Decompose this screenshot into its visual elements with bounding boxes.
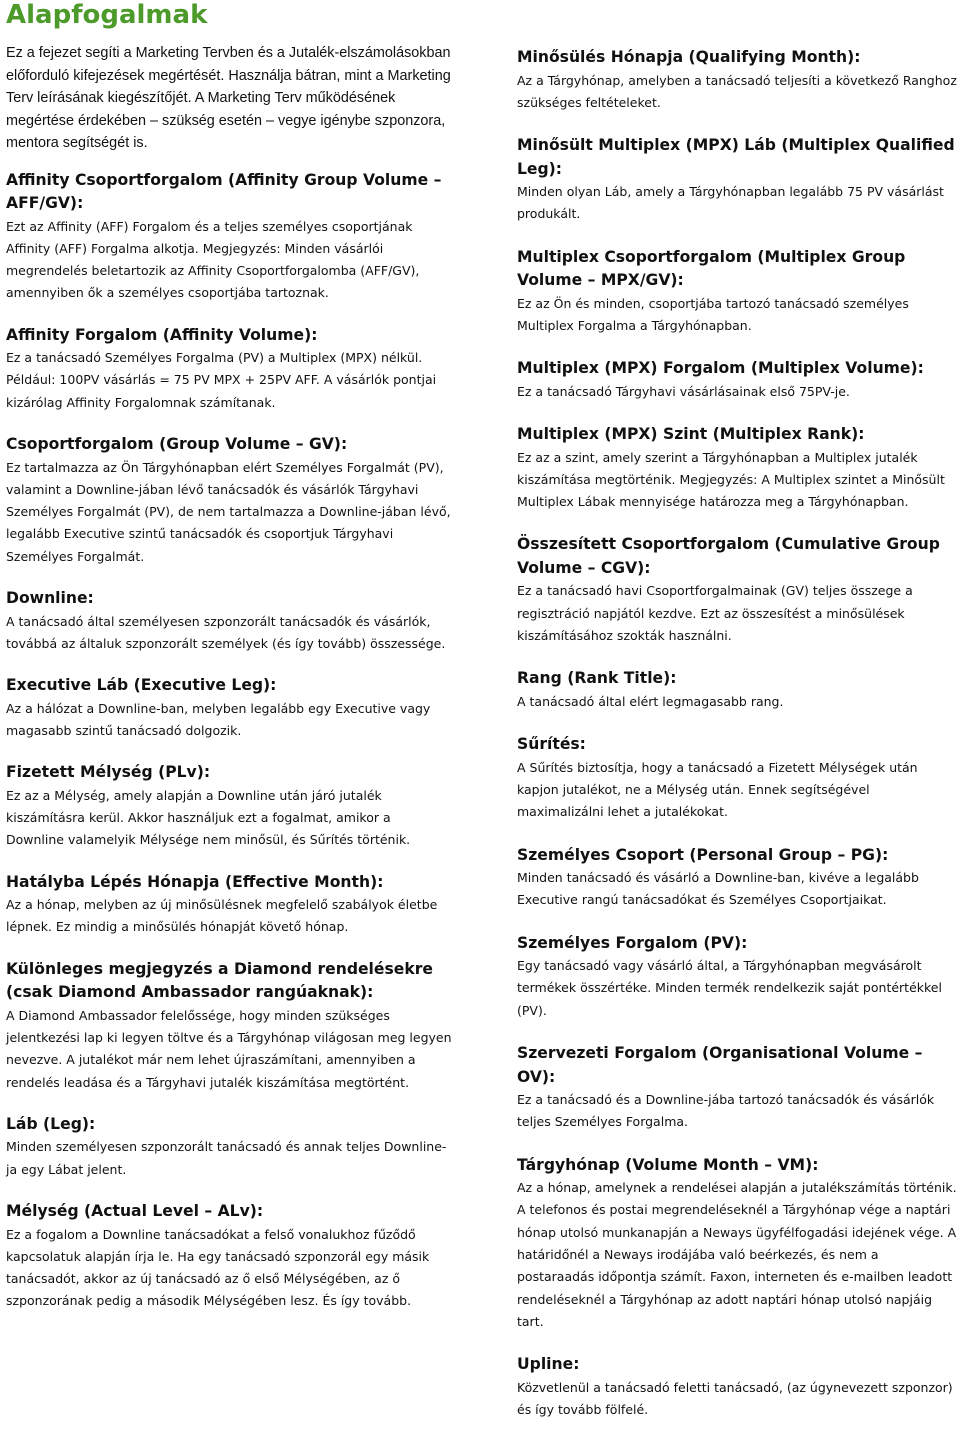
glossary-definition: Ez az Ön és minden, csoportjába tartozó tanácsadó személyes Multiplex Forgalma a Tárgyhónapban. bbox=[517, 295, 909, 333]
glossary-definition: Ez tartalmazza az Ön Tárgyhónapban elért Személyes Forgalmát (PV), valamint a Downline-jában lévő tanácsadók és vásárlók Tárgyhavi Személyes Forgalmát (PV), de nem tartalmazza a Downline-jában lévő, legalább Executive szintű tanácsadók és csoportjuk Tárgyhavi Személyes Forgalmát. bbox=[6, 459, 451, 564]
glossary-definition: Közvetlenül a tanácsadó feletti tanácsadó, (az úgynevezett szponzor) és így tovább fölfelé. bbox=[517, 1379, 953, 1417]
glossary-term: Multiplex Csoportforgalom (Multiplex Group Volume – MPX/GV): bbox=[517, 247, 906, 290]
glossary-definition: A tanácsadó által elért legmagasabb rang. bbox=[517, 693, 784, 709]
glossary-entry bbox=[517, 1353, 957, 1421]
glossary-term: Multiplex (MPX) Forgalom (Multiplex Volume): bbox=[517, 359, 924, 378]
glossary-entry bbox=[6, 674, 452, 742]
glossary-term: Csoportforgalom (Group Volume – GV): bbox=[6, 435, 348, 454]
glossary-entry bbox=[517, 667, 957, 713]
glossary-term: Tárgyhónap (Volume Month – VM): bbox=[517, 1155, 819, 1174]
left-column bbox=[6, 42, 452, 1332]
glossary-term: Affinity Csoportforgalom (Affinity Group Volume – AFF/GV): bbox=[6, 170, 442, 212]
glossary-definition: Ez a tanácsadó és a Downline-jába tartozó tanácsadók és vásárlók teljes Személyes Forgalma. bbox=[517, 1092, 935, 1130]
right-column bbox=[517, 46, 957, 1441]
glossary-definition: A Diamond Ambassador felelőssége, hogy minden szükséges jelentkezési lap ki legyen töltve és a Tárgyhónap világosan meg legyen nevezve. A jutalékot már nem lehet újraszámítani, amennyiben a rendelés leadása és a Tárgyhavi jutalék kiszámítása megtörtént. bbox=[6, 1007, 452, 1090]
glossary-definition: Ez az a szint, amely szerint a Tárgyhónapban a Multiplex jutalék kiszámítása megtörténik. Megjegyzés: A Multiplex szintet a Minősült Multiplex Lábak mennyisége határozza meg a Tárgyhónapban. bbox=[517, 449, 945, 510]
glossary-term: Összesített Csoportforgalom (Cumulative Group Volume – CGV): bbox=[517, 535, 940, 577]
intro-paragraph: Ez a fejezet segíti a Marketing Tervben és a Jutalék-elszámolásokban előforduló kifejezések megértését. Használja bátran, mint a Marketing Terv leírásának kiegészítőjét. A Marketing Terv működésének megértése érdekében – szükség esetén – vegye igénybe szponzora, mentora segítségét is. bbox=[6, 45, 451, 151]
glossary-term: Láb (Leg): bbox=[6, 1114, 96, 1133]
glossary-term: Upline: bbox=[517, 1355, 580, 1374]
glossary-term: Mélység (Actual Level – ALv): bbox=[6, 1202, 264, 1221]
glossary-definition: Ez a fogalom a Downline tanácsadókat a felső vonalukhoz fűződő kapcsolatuk alapján írja le. Ha egy tanácsadó szponzorál egy másik tanácsadót, akkor az új tanácsadó az ő első Mélységében, az ő szponzorának pedig a második Mélységében lesz. És így tovább. bbox=[6, 1226, 430, 1309]
glossary-entry bbox=[517, 733, 957, 823]
glossary-definition: Ezt az Affinity (AFF) Forgalom és a teljes személyes csoportjának Affinity (AFF) Forgalma alkotja. Megjegyzés: Minden vásárlói megrendelés beletartozik az Affinity Csoportforgalomba (AFF/GV), amennyiben ők a személyes csoportjába tartoznak. bbox=[6, 218, 420, 301]
glossary-entry bbox=[6, 433, 452, 568]
glossary-term: Sűrítés: bbox=[517, 735, 586, 754]
glossary-term: Downline: bbox=[6, 589, 94, 608]
glossary-term: Multiplex (MPX) Szint (Multiplex Rank): bbox=[517, 425, 865, 444]
glossary-term: Személyes Forgalom (PV): bbox=[517, 933, 748, 952]
glossary-term: Executive Láb (Executive Leg): bbox=[6, 676, 277, 695]
glossary-entry bbox=[6, 324, 452, 414]
glossary-definition: Ez az a Mélység, amely alapján a Downline után járó jutalék kiszámításra kerül. Akkor használjuk ezt a fogalmat, amikor a Downline valamelyik Mélysége nem minősül, és Sűrítés történik. bbox=[6, 787, 411, 848]
glossary-definition: Minden személyesen szponzorált tanácsadó és annak teljes Downline-ja egy Lábat jelent. bbox=[6, 1139, 447, 1177]
glossary-definition: Az a hónap, melyben az új minősülésnek megfelelő szabályok életbe lépnek. Ez mindig a minősülés hónapját követő hónap. bbox=[6, 897, 438, 935]
glossary-entry bbox=[517, 134, 957, 226]
glossary-definition: A tanácsadó által személyesen szponzorált tanácsadók és vásárlók, továbbá az általuk szponzorált személyek (és így tovább) összessége. bbox=[6, 613, 446, 651]
glossary-term: Személyes Csoport (Personal Group – PG): bbox=[517, 845, 889, 864]
glossary-definition: Ez a tanácsadó Személyes Forgalma (PV) a Multiplex (MPX) nélkül. Például: 100PV vásárlás = 75 PV MPX + 25PV AFF. A vásárlók pontjai kizárólag Affinity Forgalomnak számítanak. bbox=[6, 350, 437, 410]
glossary-definition: Minden olyan Láb, amely a Tárgyhónapban legalább 75 PV vásárlást produkált. bbox=[517, 184, 944, 222]
glossary-entry bbox=[517, 357, 957, 403]
glossary-entry bbox=[6, 871, 452, 939]
glossary-entry bbox=[517, 844, 957, 912]
glossary-term: Szervezeti Forgalom (Organisational Volume – OV): bbox=[517, 1044, 923, 1086]
glossary-entry bbox=[517, 46, 957, 114]
glossary-entry bbox=[517, 1042, 957, 1134]
glossary-term: Minősülés Hónapja (Qualifying Month): bbox=[517, 48, 861, 66]
glossary-term: Minősült Multiplex (MPX) Láb (Multiplex Qualified Leg): bbox=[517, 136, 955, 178]
glossary-definition: A Sűrítés biztosítja, hogy a tanácsadó a Fizetett Mélységek után kapjon jutalékot, ne a Mélység után. Ennek segítségével maximalizálni lehet a jutalékokat. bbox=[517, 759, 918, 820]
glossary-entry bbox=[6, 761, 452, 851]
glossary-entry bbox=[517, 423, 957, 513]
glossary-entry bbox=[6, 1113, 452, 1181]
glossary-term: Különleges megjegyzés a Diamond rendelésekre (csak Diamond Ambassador rangúaknak): bbox=[6, 959, 433, 1002]
glossary-entry bbox=[517, 246, 957, 338]
glossary-term: Hatályba Lépés Hónapja (Effective Month): bbox=[6, 872, 384, 891]
glossary-entry bbox=[6, 958, 452, 1094]
glossary-definition: Ez a tanácsadó havi Csoportforgalmainak (GV) teljes összege a regisztráció napjától kezdve. Ezt az összesítést a minősülések kiszámításához szokták használni. bbox=[517, 583, 913, 644]
glossary-term: Affinity Forgalom (Affinity Volume): bbox=[6, 325, 318, 344]
glossary-entry bbox=[6, 169, 452, 305]
glossary-term: Fizetett Mélység (PLv): bbox=[6, 763, 211, 782]
page-title: Alapfogalmak bbox=[6, 0, 208, 30]
glossary-definition: Az a hálózat a Downline-ban, melyben legalább egy Executive vagy magasabb szintű tanácsadó dolgozik. bbox=[6, 700, 431, 738]
glossary-entry bbox=[6, 587, 452, 655]
glossary-term: Rang (Rank Title): bbox=[517, 669, 677, 688]
glossary-definition: Egy tanácsadó vagy vásárló által, a Tárgyhónapban megvásárolt termékek összértéke. Minden termék rendelkezik saját pontértékkel (PV). bbox=[517, 958, 942, 1018]
glossary-entry bbox=[517, 932, 957, 1022]
glossary-definition: Minden tanácsadó és vásárló a Downline-ban, kivéve a legalább Executive rangú tanácsadókat és Személyes Csoportjaikat. bbox=[517, 870, 919, 908]
glossary-entry bbox=[517, 533, 957, 647]
glossary-entry bbox=[6, 1200, 452, 1313]
glossary-entry bbox=[517, 1154, 957, 1334]
glossary-definition: Ez a tanácsadó Tárgyhavi vásárlásainak első 75PV-je. bbox=[517, 383, 850, 399]
glossary-definition: Az a hónap, amelynek a rendelései alapján a jutalékszámítás történik. A telefonos és postai megrendeléseknél a Tárgyhónap vége a naptári hónap utolsó munkanapján a Neways ügyfélfogadási idejének vége. A határidőnél a Neways irodájába való beérkezés, és nem a postaraadás időpontja számít. Faxon, interneten és e-mailben leadott rendeléseknél a Tárgyhónap az adott naptári hónap utolsó napjáig tart. bbox=[517, 1180, 957, 1329]
glossary-definition: Az a Tárgyhónap, amelyben a tanácsadó teljesíti a következő Ranghoz szükséges feltételeket. bbox=[517, 72, 957, 110]
